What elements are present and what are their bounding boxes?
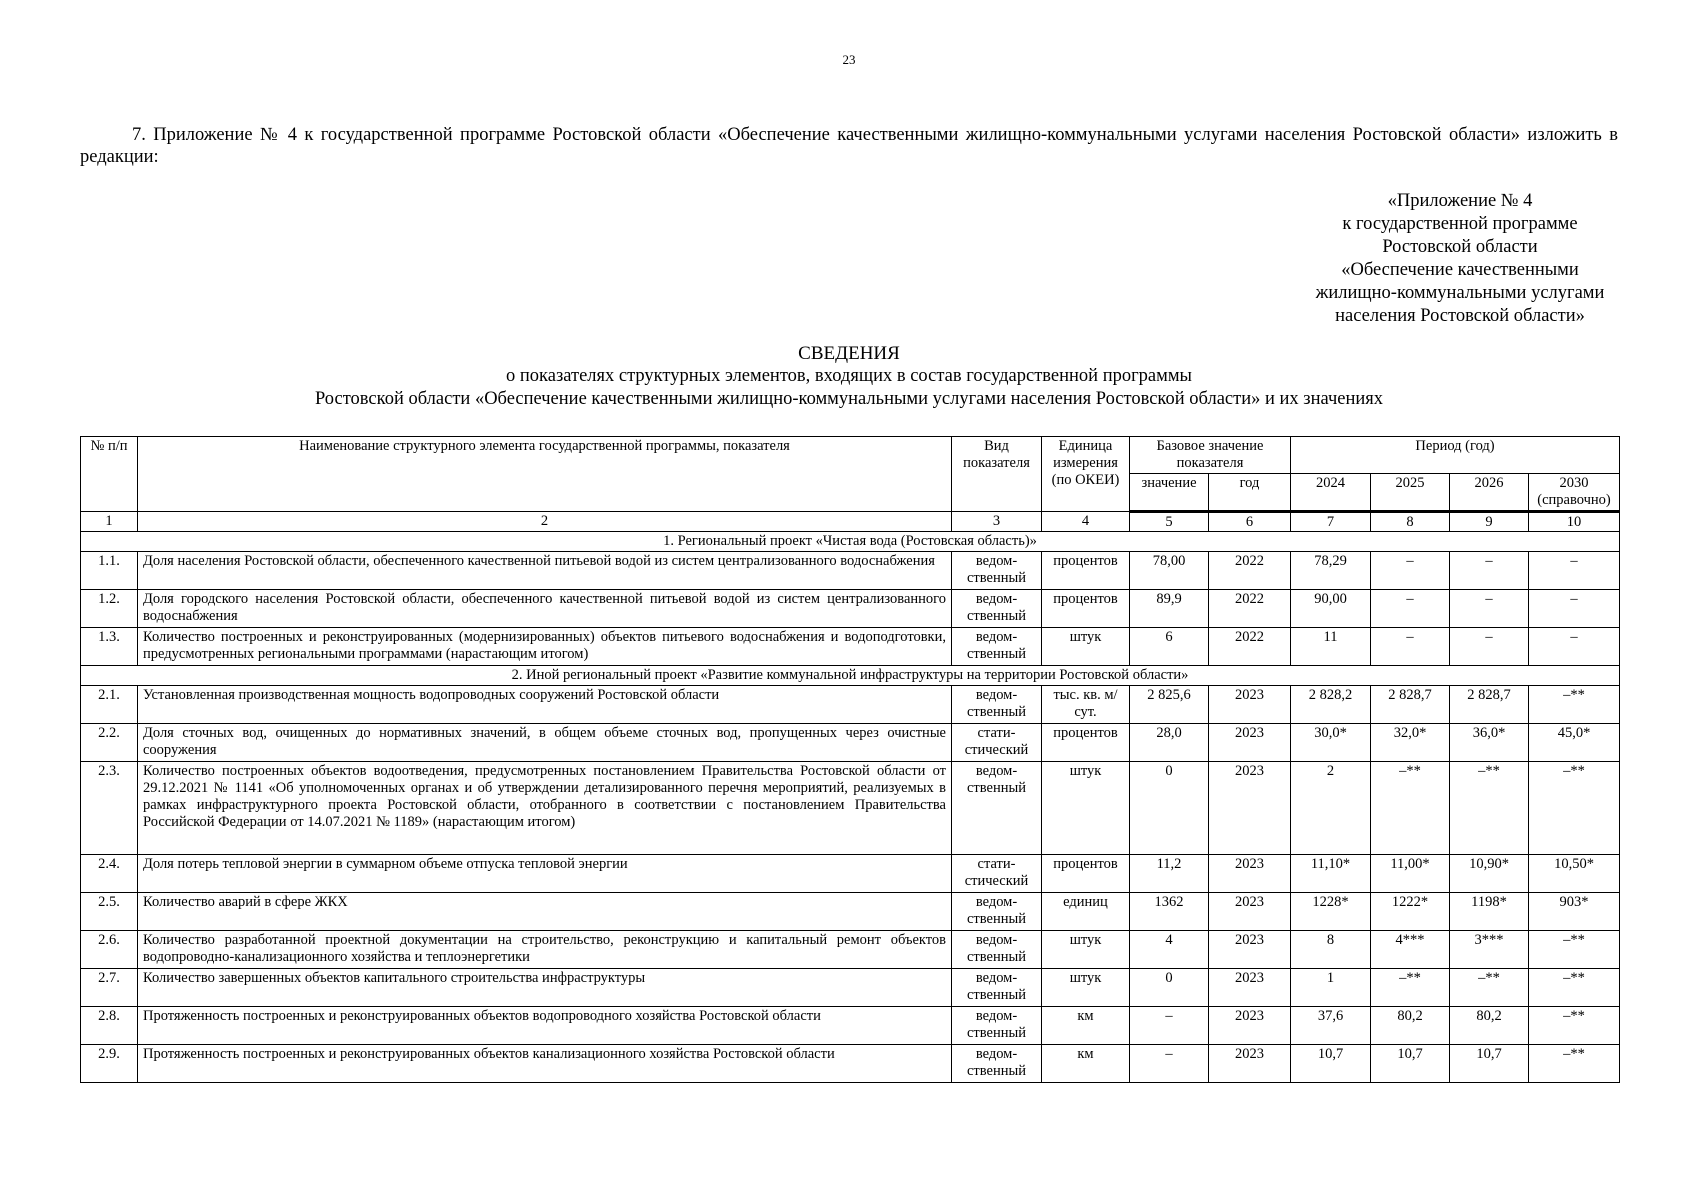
- row-value-2024: 10,7: [1291, 1045, 1371, 1083]
- row-name: Количество построенных объектов водоотведения, предусмотренных постановлением Правительства Ростовской области от 29.12.2021 № 1141 «Об уполномоченных органах и об утверждении детализированного перечня мероприятий, реализуемых в рамках инфраструктурного проекта Ростовской области, отобранного в соответствии с постановлением Правительства Российской Федерации от 14.07.2021 № 1189» (нарастающим итогом): [138, 762, 952, 855]
- row-value-2024: 11: [1291, 628, 1371, 666]
- column-number: 2: [138, 512, 952, 532]
- row-value-2025: 2 828,7: [1371, 686, 1450, 724]
- row-kind: ведом-ственный: [952, 1045, 1042, 1083]
- row-unit: км: [1042, 1007, 1130, 1045]
- row-base-year: 2022: [1209, 590, 1291, 628]
- document-title: [0, 342, 1698, 411]
- row-num: 2.9.: [81, 1045, 138, 1083]
- row-value-2025: –: [1371, 590, 1450, 628]
- row-value-2024: 78,29: [1291, 552, 1371, 590]
- row-unit: единиц: [1042, 893, 1130, 931]
- column-number-row: [81, 512, 1620, 532]
- column-number: 5: [1130, 512, 1209, 532]
- row-value-2030: –**: [1529, 686, 1620, 724]
- row-value-2024: 11,10*: [1291, 855, 1371, 893]
- row-value-2025: 10,7: [1371, 1045, 1450, 1083]
- row-value-2026: –: [1450, 628, 1529, 666]
- row-name: Количество разработанной проектной документации на строительство, реконструкцию и капитальный ремонт объектов водопроводно-канализационного хозяйства и теплоэнергетики: [138, 931, 952, 969]
- header-name: Наименование структурного элемента государственной программы, показателя: [138, 437, 952, 512]
- row-value-2026: 3***: [1450, 931, 1529, 969]
- table-row: [81, 686, 1620, 724]
- row-value-2026: 80,2: [1450, 1007, 1529, 1045]
- row-num: 1.2.: [81, 590, 138, 628]
- header-unit: Единица измерения (по ОКЕИ): [1042, 437, 1130, 512]
- section-title: 2. Иной региональный проект «Развитие коммунальной инфраструктуры на территории Ростовской области»: [81, 666, 1620, 686]
- appendix-heading: [1240, 190, 1680, 328]
- row-value-2025: –**: [1371, 969, 1450, 1007]
- row-value-2025: 32,0*: [1371, 724, 1450, 762]
- row-name: Количество построенных и реконструированных (модернизированных) объектов питьевого водоснабжения и водоподготовки, предусмотренных региональными программами (нарастающим итогом): [138, 628, 952, 666]
- row-base-year: 2022: [1209, 628, 1291, 666]
- column-number: 4: [1042, 512, 1130, 532]
- row-num: 1.3.: [81, 628, 138, 666]
- row-kind: ведом-ственный: [952, 552, 1042, 590]
- row-base-year: 2023: [1209, 893, 1291, 931]
- row-value-2025: –: [1371, 552, 1450, 590]
- row-value-2024: 8: [1291, 931, 1371, 969]
- row-name: Протяженность построенных и реконструированных объектов водопроводного хозяйства Ростовской области: [138, 1007, 952, 1045]
- row-base-value: 0: [1130, 762, 1209, 855]
- row-value-2030: 903*: [1529, 893, 1620, 931]
- row-base-value: 28,0: [1130, 724, 1209, 762]
- row-base-year: 2023: [1209, 762, 1291, 855]
- row-unit: штук: [1042, 762, 1130, 855]
- row-unit: процентов: [1042, 552, 1130, 590]
- row-base-year: 2023: [1209, 1007, 1291, 1045]
- table-row: [81, 762, 1620, 855]
- column-number: 10: [1529, 512, 1620, 532]
- row-value-2025: 4***: [1371, 931, 1450, 969]
- row-base-value: 78,00: [1130, 552, 1209, 590]
- appendix-line: населения Ростовской области»: [1335, 306, 1585, 326]
- row-kind: ведом-ственный: [952, 628, 1042, 666]
- row-unit: км: [1042, 1045, 1130, 1083]
- row-base-value: 6: [1130, 628, 1209, 666]
- row-kind: ведом-ственный: [952, 762, 1042, 855]
- row-num: 2.5.: [81, 893, 138, 931]
- row-unit: штук: [1042, 969, 1130, 1007]
- row-value-2024: 90,00: [1291, 590, 1371, 628]
- row-value-2025: –: [1371, 628, 1450, 666]
- section-title: 1. Региональный проект «Чистая вода (Ростовская область)»: [81, 532, 1620, 552]
- row-value-2026: –**: [1450, 969, 1529, 1007]
- row-value-2026: 36,0*: [1450, 724, 1529, 762]
- row-name: Количество завершенных объектов капитального строительства инфраструктуры: [138, 969, 952, 1007]
- table-row: [81, 931, 1620, 969]
- column-number: 9: [1450, 512, 1529, 532]
- row-base-value: 1362: [1130, 893, 1209, 931]
- indicators-table: [80, 436, 1620, 1083]
- row-value-2030: –: [1529, 628, 1620, 666]
- column-number: 6: [1209, 512, 1291, 532]
- row-kind: ведом-ственный: [952, 1007, 1042, 1045]
- row-name: Установленная производственная мощность водопроводных сооружений Ростовской области: [138, 686, 952, 724]
- row-name: Доля потерь тепловой энергии в суммарном объеме отпуска тепловой энергии: [138, 855, 952, 893]
- row-kind: стати-стический: [952, 855, 1042, 893]
- row-unit: штук: [1042, 628, 1130, 666]
- row-unit: процентов: [1042, 855, 1130, 893]
- header-base: Базовое значение показателя: [1130, 437, 1291, 474]
- table-row: [81, 628, 1620, 666]
- row-base-year: 2023: [1209, 931, 1291, 969]
- row-base-value: 0: [1130, 969, 1209, 1007]
- title-line-3: Ростовской области «Обеспечение качественными жилищно-коммунальными услугами населения Ростовской области» и их значениях: [314, 389, 1384, 409]
- row-value-2030: –: [1529, 590, 1620, 628]
- row-base-year: 2023: [1209, 686, 1291, 724]
- row-value-2030: –: [1529, 552, 1620, 590]
- row-value-2024: 2 828,2: [1291, 686, 1371, 724]
- row-num: 2.6.: [81, 931, 138, 969]
- row-value-2024: 1: [1291, 969, 1371, 1007]
- row-base-value: 2 825,6: [1130, 686, 1209, 724]
- header-period: Период (год): [1291, 437, 1620, 474]
- table-row: [81, 893, 1620, 931]
- row-unit: процентов: [1042, 590, 1130, 628]
- header-year: 2026: [1450, 474, 1529, 512]
- row-name: Доля городского населения Ростовской области, обеспеченного качественной питьевой водой из систем централизованного водоснабжения: [138, 590, 952, 628]
- table-header: [81, 437, 1620, 512]
- table-row: [81, 552, 1620, 590]
- column-number: 1: [81, 512, 138, 532]
- row-value-2025: 80,2: [1371, 1007, 1450, 1045]
- row-value-2025: 11,00*: [1371, 855, 1450, 893]
- intro-paragraph: 7. Приложение № 4 к государственной программе Ростовской области «Обеспечение качественными жилищно-коммунальными услугами населения Ростовской области» изложить в редакции:: [80, 125, 1618, 167]
- row-value-2025: –**: [1371, 762, 1450, 855]
- row-value-2024: 1228*: [1291, 893, 1371, 931]
- row-base-value: –: [1130, 1045, 1209, 1083]
- row-value-2026: –**: [1450, 762, 1529, 855]
- row-kind: ведом-ственный: [952, 931, 1042, 969]
- header-year: 2024: [1291, 474, 1371, 512]
- row-num: 2.7.: [81, 969, 138, 1007]
- appendix-line: Ростовской области: [1382, 237, 1538, 257]
- section-row: [81, 532, 1620, 552]
- row-name: Доля населения Ростовской области, обеспеченного качественной питьевой водой из систем централизованного водоснабжения: [138, 552, 952, 590]
- row-base-year: 2023: [1209, 969, 1291, 1007]
- row-num: 2.8.: [81, 1007, 138, 1045]
- table-row: [81, 1045, 1620, 1083]
- row-value-2026: 1198*: [1450, 893, 1529, 931]
- row-value-2026: 10,7: [1450, 1045, 1529, 1083]
- row-value-2024: 37,6: [1291, 1007, 1371, 1045]
- appendix-line: «Приложение № 4: [1387, 191, 1533, 211]
- row-name: Протяженность построенных и реконструированных объектов канализационного хозяйства Ростовской области: [138, 1045, 952, 1083]
- row-value-2030: –**: [1529, 762, 1620, 855]
- row-value-2026: –: [1450, 590, 1529, 628]
- row-value-2026: 2 828,7: [1450, 686, 1529, 724]
- page-number: 23: [842, 52, 856, 67]
- row-unit: штук: [1042, 931, 1130, 969]
- row-num: 2.4.: [81, 855, 138, 893]
- title-line-1: СВЕДЕНИЯ: [798, 343, 900, 364]
- table-row: [81, 969, 1620, 1007]
- row-kind: ведом-ственный: [952, 590, 1042, 628]
- table-row: [81, 590, 1620, 628]
- row-kind: ведом-ственный: [952, 686, 1042, 724]
- row-num: 2.3.: [81, 762, 138, 855]
- appendix-line: «Обеспечение качественными: [1341, 260, 1579, 280]
- header-base-value: значение: [1130, 474, 1209, 512]
- row-value-2030: –**: [1529, 1007, 1620, 1045]
- row-kind: ведом-ственный: [952, 893, 1042, 931]
- appendix-line: жилищно-коммунальными услугами: [1315, 283, 1605, 303]
- header-year: 2025: [1371, 474, 1450, 512]
- table-row: [81, 724, 1620, 762]
- column-number: 3: [952, 512, 1042, 532]
- row-base-year: 2023: [1209, 1045, 1291, 1083]
- appendix-line: к государственной программе: [1342, 214, 1578, 234]
- row-num: 1.1.: [81, 552, 138, 590]
- row-value-2025: 1222*: [1371, 893, 1450, 931]
- table-body: [81, 512, 1620, 1083]
- header-kind: Вид показателя: [952, 437, 1042, 512]
- title-line-2: о показателях структурных элементов, входящих в состав государственной программы: [506, 366, 1192, 386]
- row-num: 2.1.: [81, 686, 138, 724]
- row-num: 2.2.: [81, 724, 138, 762]
- row-name: Количество аварий в сфере ЖКХ: [138, 893, 952, 931]
- row-value-2030: –**: [1529, 1045, 1620, 1083]
- row-value-2024: 30,0*: [1291, 724, 1371, 762]
- row-value-2030: 10,50*: [1529, 855, 1620, 893]
- row-base-value: 4: [1130, 931, 1209, 969]
- row-base-value: –: [1130, 1007, 1209, 1045]
- header-num: № п/п: [81, 437, 138, 512]
- row-base-value: 89,9: [1130, 590, 1209, 628]
- table-row: [81, 1007, 1620, 1045]
- row-base-year: 2023: [1209, 724, 1291, 762]
- column-number: 7: [1291, 512, 1371, 532]
- row-value-2030: –**: [1529, 931, 1620, 969]
- row-kind: ведом-ственный: [952, 969, 1042, 1007]
- row-name: Доля сточных вод, очищенных до нормативных значений, в общем объеме сточных вод, пропущенных через очистные сооружения: [138, 724, 952, 762]
- row-unit: процентов: [1042, 724, 1130, 762]
- row-base-year: 2023: [1209, 855, 1291, 893]
- row-unit: тыс. кв. м/сут.: [1042, 686, 1130, 724]
- row-value-2030: –**: [1529, 969, 1620, 1007]
- row-value-2030: 45,0*: [1529, 724, 1620, 762]
- header-year: 2030 (справочно): [1529, 474, 1620, 512]
- row-base-value: 11,2: [1130, 855, 1209, 893]
- header-base-year: год: [1209, 474, 1291, 512]
- section-row: [81, 666, 1620, 686]
- row-value-2026: 10,90*: [1450, 855, 1529, 893]
- row-value-2024: 2: [1291, 762, 1371, 855]
- row-value-2026: –: [1450, 552, 1529, 590]
- column-number: 8: [1371, 512, 1450, 532]
- row-base-year: 2022: [1209, 552, 1291, 590]
- row-kind: стати-стический: [952, 724, 1042, 762]
- table-row: [81, 855, 1620, 893]
